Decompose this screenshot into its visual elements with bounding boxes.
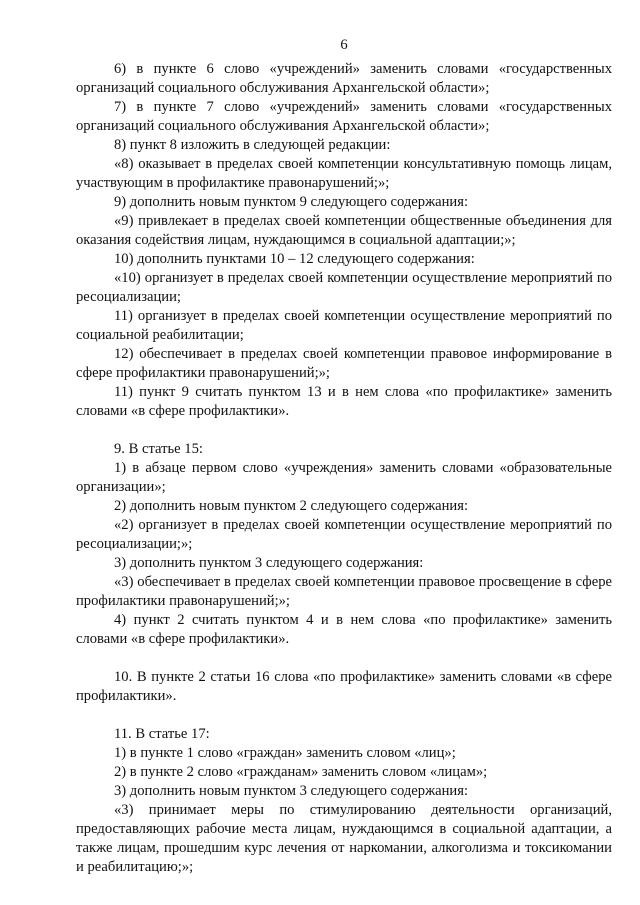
section-gap — [76, 649, 612, 668]
section-gap — [76, 421, 612, 440]
paragraph: 11) организует в пределах своей компетенции осуществление мероприятий по социальной реабилитации; — [76, 308, 612, 343]
paragraph: 10) дополнить пунктами 10 – 12 следующего содержания: — [114, 251, 475, 267]
paragraph: 3) дополнить новым пунктом 3 следующего содержания: — [114, 783, 469, 799]
paragraph: «3) принимает меры по стимулированию деятельности организаций, предоставляющих рабочие места лицам, нуждающимся в социальной адаптации, а также лицам, прошедшим курс лечения от наркомании, алкоголизма и токсикомании и реабилитацию;»; — [76, 802, 612, 875]
paragraph: 9. В статье 15: — [114, 441, 203, 457]
paragraph: 6) в пункте 6 слово «учреждений» заменить словами «государственных организаций социального обслуживания Архангельской области»; — [76, 61, 612, 96]
page-number: 6 — [340, 37, 348, 53]
paragraph: «10) организует в пределах своей компетенции осуществление мероприятий по ресоциализации; — [76, 270, 612, 305]
paragraph: 1) в пункте 1 слово «граждан» заменить словом «лиц»; — [114, 745, 456, 761]
paragraph: 12) обеспечивает в пределах своей компетенции правовое информирование в сфере профилактики правонарушений;»; — [76, 346, 612, 381]
paragraph: 8) пункт 8 изложить в следующей редакции: — [114, 137, 391, 153]
paragraph: «8) оказывает в пределах своей компетенции консультативную помощь лицам, участвующим в профилактике правонарушений;»; — [76, 156, 612, 191]
section-gap — [76, 706, 612, 725]
paragraph: 11) пункт 9 считать пунктом 13 и в нем слова «по профилактике» заменить словами «в сфере профилактики». — [76, 384, 612, 419]
paragraph: 2) дополнить новым пунктом 2 следующего содержания: — [114, 498, 469, 514]
paragraph: 7) в пункте 7 слово «учреждений» заменить словами «государственных организаций социального обслуживания Архангельской области»; — [76, 99, 612, 134]
document-body — [76, 60, 612, 877]
paragraph: 1) в абзаце первом слово «учреждения» заменить словами «образовательные организации»; — [76, 460, 612, 495]
paragraph: «2) организует в пределах своей компетенции осуществление мероприятий по ресоциализации;»; — [76, 517, 612, 552]
paragraph: «3) обеспечивает в пределах своей компетенции правовое просвещение в сфере профилактики правонарушений;»; — [76, 574, 612, 609]
paragraph: «9) привлекает в пределах своей компетенции общественные объединения для оказания содействия лицам, нуждающимся в социальной адаптации;»; — [76, 213, 612, 248]
paragraph: 11. В статье 17: — [114, 726, 210, 742]
paragraph: 9) дополнить новым пунктом 9 следующего содержания: — [114, 194, 469, 210]
paragraph: 4) пункт 2 считать пунктом 4 и в нем слова «по профилактике» заменить словами «в сфере профилактики». — [76, 612, 612, 647]
document-page — [76, 36, 612, 877]
paragraph: 10. В пункте 2 статьи 16 слова «по профилактике» заменить словами «в сфере профилактики». — [76, 669, 612, 704]
paragraph: 2) в пункте 2 слово «гражданам» заменить словом «лицам»; — [114, 764, 488, 780]
paragraph: 3) дополнить пунктом 3 следующего содержания: — [114, 555, 424, 571]
